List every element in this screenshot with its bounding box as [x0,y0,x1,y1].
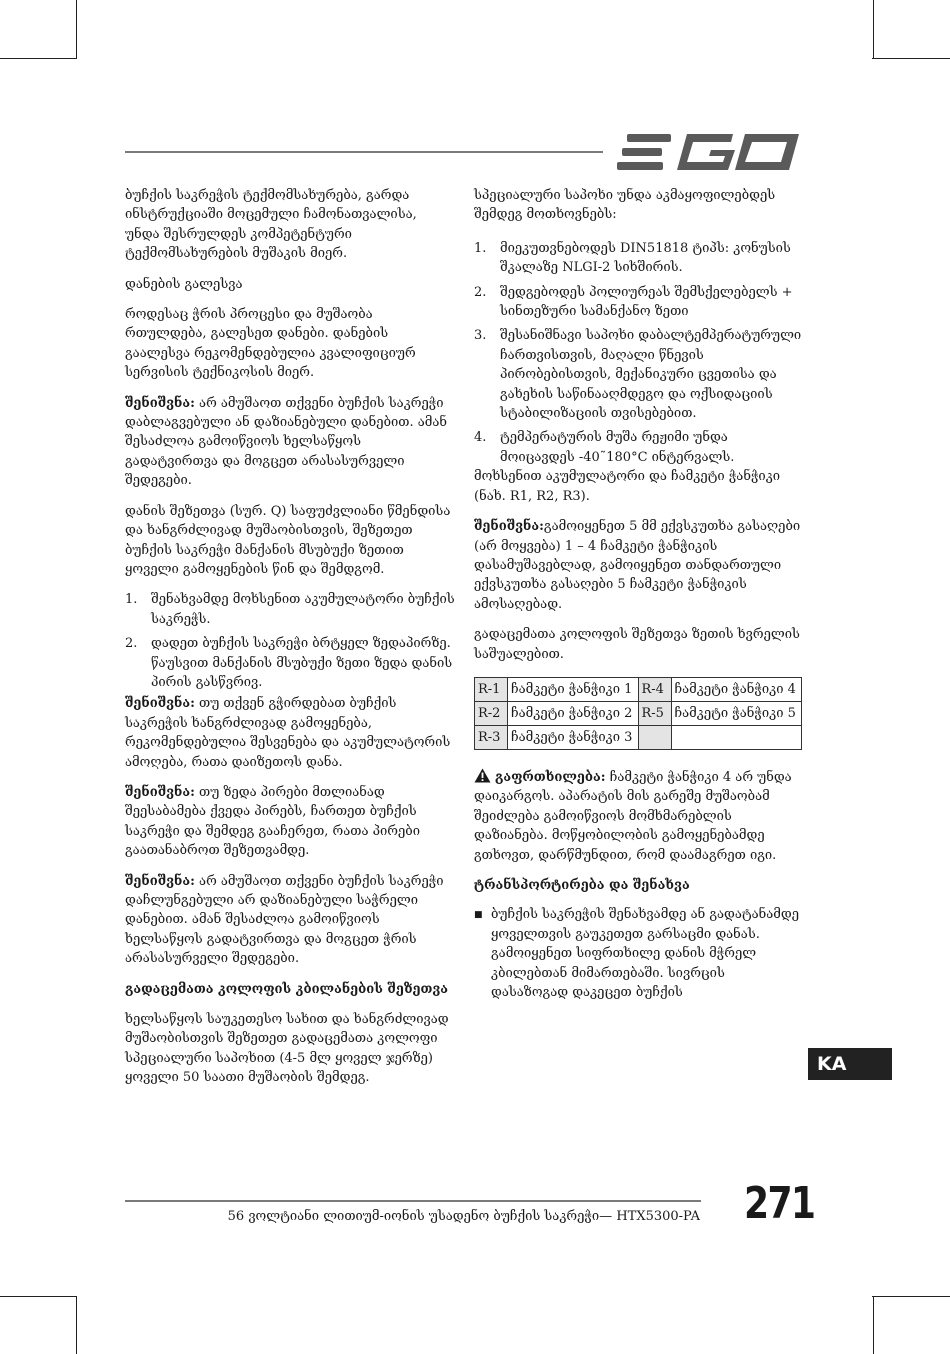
step-number: 1. [474,240,487,256]
gear-paragraph: ხელსაწყოს საუკეთესო სახით და ხანგრძლივად მუშაობისთვის შეზეთეთ გადაცემათა კოლოფი სპეციალური საპოხით (4-5 მლ ყოველ ჯერზე) ყოველი 50 საათი მუშაობის შემდეგ. [125,1012,449,1086]
oiling-steps [125,590,455,692]
list-item [125,634,455,692]
transport-list [474,905,802,1002]
warning-label: გაფრთხილება: [495,769,606,785]
intro-paragraph: ბუჩქის საკრეჭის ტექმომსახურება, გარდა ინსტრუქციაში მოცემული ჩამონათვალისა, უნდა შესრულდეს კომპეტენტური ტექმომსახურების მუშაკის მიერ. [125,188,417,262]
footer-title: 56 ვოლტიანი ლითიუმ-იონის უსადენო ბუჩქის საკრეჭი— HTX5300-PA [227,1209,700,1224]
bolt-table [474,677,802,750]
table-cell-empty [638,725,671,749]
left-column [125,186,455,1099]
step-number: 2. [474,284,487,300]
oiling-paragraph: დანის შეზეთვა (სურ. Q) საფუძვლიანი წმენდისა და ხანგრძლივად მუშაობისთვის, შეზეთეთ ბუჩქის საკრეჭი მანქანის მსუბუქი ზეთით ყოველი გამოყენების წინ და შემდგომ. [125,503,451,577]
list-item [474,428,802,467]
crop-mark [0,1296,77,1297]
note-text: გამოიყენეთ 5 მმ ექვსკუთხა გასაღები (არ მოყვება) 1 – 4 ჩამკეტი ჭანჭიკის დასამუშავებლად, გამოიყენეთ თანდართული ექვსკუთხა გასაღები 5 ჩამკეტი ჭანჭიკის ამოსაღებად. [474,519,801,612]
step-text: ტემპერატურის მუშა რეჟიმი უნდა მოიცავდეს -40˜180°C ინტერვალს. [500,430,735,465]
table-cell: ჩამკეტი ჭანჭიკი 3 [508,725,639,749]
crop-mark [0,58,77,59]
step-text: შესანიშნავი საპოხი დაბალტემპერატურული ჩართვისთვის, მაღალი წნევის პირობებისთვის, მექანიკური ცვეთისა და გახეხის საწინააღმდეგო და ოქსიდაციის სტაბილიზაციის თვისებებით. [500,328,802,422]
note-text: არ ამუშაოთ თქვენი ბუჩქის საკრეჭი დაჩლუნგებული არ დაზიანებული საჭრელი დანებით. ამან შესაძლოა გამოიწვიოს ხელსაწყოს გადატვირთვა და მოგცეთ ჭრის არასასურველი შედეგები. [125,873,444,967]
sharpening-title: დანების გალესვა [125,276,243,292]
crop-mark [872,58,950,59]
bullet-square-icon: ■ [474,910,483,921]
note-label: შენიშვნა: [125,696,195,712]
table-row [475,677,802,701]
page-number: 271 [744,1178,815,1229]
table-cell [671,725,802,749]
list-item [474,326,802,423]
step-number: 2. [125,636,138,652]
note-paragraph [474,517,802,614]
table-row [475,701,802,725]
table-cell-code: R-3 [475,725,508,749]
crop-mark [873,0,874,58]
bullet-text: ბუჩქის საკრეჭის შენახვამდე ან გადატანამდე ყოველთვის გაუკეთეთ გარსაცმი დანას. გამოიყენეთ სიფრთხილე დანის მჭრელ კბილებთან მიმართებაში. სივრცის დასაზოგად დაკეცეთ ბუჩქის [491,907,800,1000]
table-row [475,725,802,749]
table-cell: ჩამკეტი ჭანჭიკი 1 [508,677,639,701]
remove-paragraph: მოხსენით აკუმულატორი და ჩამკეტი ჭანჭიკი (ნახ. R1, R2, R3). [474,469,781,504]
table-cell-code: R-4 [638,677,671,701]
list-item [474,905,802,1002]
table-cell-code: R-5 [638,701,671,725]
warning-text: ჩამკეტი ჭანჭიკი 4 არ უნდა დაიკარგოს. აპარატის მის გარეშე მუშაობამ შეიძლება გამოიწვიოს მომხმარებლის დაზიანება. მოწყობილობის გამოყენებამდე გთხოვთ, დარწმუნდით, რომ დაამაგრეთ იგი. [474,769,792,863]
transport-heading: ტრანსპორტირება და შენახვა [474,877,690,893]
table-cell-code: R-2 [475,701,508,725]
step-text: დადეთ ბუჩქის საკრეჭი ბრტყელ ზედაპირზე. წაუსვით მანქანის მსუბუქი ზეთი ზედა დანის პირის გასწვრივ. [151,636,453,690]
sharpening-paragraph: როდესაც ჭრის პროცესი და მუშაობა რთულდება, გალესეთ დანები. დანების გაალესვა რეკომენდებულია კვალიფიციურ სერვისის ტექნიკოსის მიერ. [125,307,416,381]
step-number: 1. [125,592,138,608]
note-paragraph [125,394,455,491]
note-label: შენიშვნა: [474,519,544,535]
crop-mark [76,1296,77,1354]
note-paragraph [125,694,455,772]
gear-heading: გადაცემათა კოლოფის კბილანების შეზეთვა [125,981,449,997]
list-item [474,239,802,278]
ego-logo [617,130,801,174]
crop-mark [76,0,77,58]
step-text: შენახვამდე მოხსენით აკუმულატორი ბუჩქის საკრეჭს. [151,592,455,627]
step-text: შედგებოდეს პოლიურეას შემსქელებელს + სინთეზური სამანქანო ზეთი [500,284,793,320]
grease-requirements [474,239,802,467]
note-paragraph [125,872,455,969]
fill-paragraph: გადაცემათა კოლოფის შეზეთვა ზეთის ხვრელის საშუალებით. [474,627,800,662]
header-rule [125,151,603,153]
table-cell-code: R-1 [475,677,508,701]
note-label: შენიშვნა: [125,873,195,889]
warning-paragraph [474,768,802,865]
warning-icon [474,768,491,783]
language-tab: KA [808,1048,892,1080]
right-column [474,186,802,1002]
crop-mark [873,1296,874,1354]
note-label: შენიშვნა: [125,784,195,800]
grease-intro: სპეციალური საპოხი უნდა აკმაყოფილებდეს შემდეგ მოთხოვნებს: [474,188,776,223]
note-paragraph [125,783,455,861]
note-text: თუ თქვენ გჭირდებათ ბუჩქის საკრეჭის ხანგრძლივად გამოყენება, რეკომენდებულია შესვენება და აკუმულატორის ამოღება, რათა დაიზეთოს დანა. [125,696,451,770]
list-item [474,283,802,322]
note-text: თუ ზედა პირები მთლიანად შეესაბამება ქვედა პირებს, ჩართეთ ბუჩქის საკრეჭი და შემდეგ გააჩერეთ, რათა პირები გაათანაბროთ შეზეთვამდე. [125,784,421,859]
table-cell: ჩამკეტი ჭანჭიკი 5 [671,701,802,725]
crop-mark [872,1296,950,1297]
step-text: მიეკუთვნებოდეს DIN51818 ტიპს: კონუსის შკალაზე NLGI-2 სიხშირის. [500,240,791,276]
table-cell: ჩამკეტი ჭანჭიკი 4 [671,677,802,701]
table-cell: ჩამკეტი ჭანჭიკი 2 [508,701,639,725]
note-label: შენიშვნა: [125,395,195,411]
list-item [125,590,455,629]
step-number: 3. [474,328,487,344]
step-number: 4. [474,430,487,446]
footer-rule [125,1200,701,1202]
note-text: არ ამუშაოთ თქვენი ბუჩქის საკრეჭი დაბლაგვებული ან დაზიანებული დანებით. ამან შესაძლოა გამოიწვიოს ხელსაწყოს გადატვირთვა და მოგცეთ არასასურველი შედეგები. [125,395,448,489]
